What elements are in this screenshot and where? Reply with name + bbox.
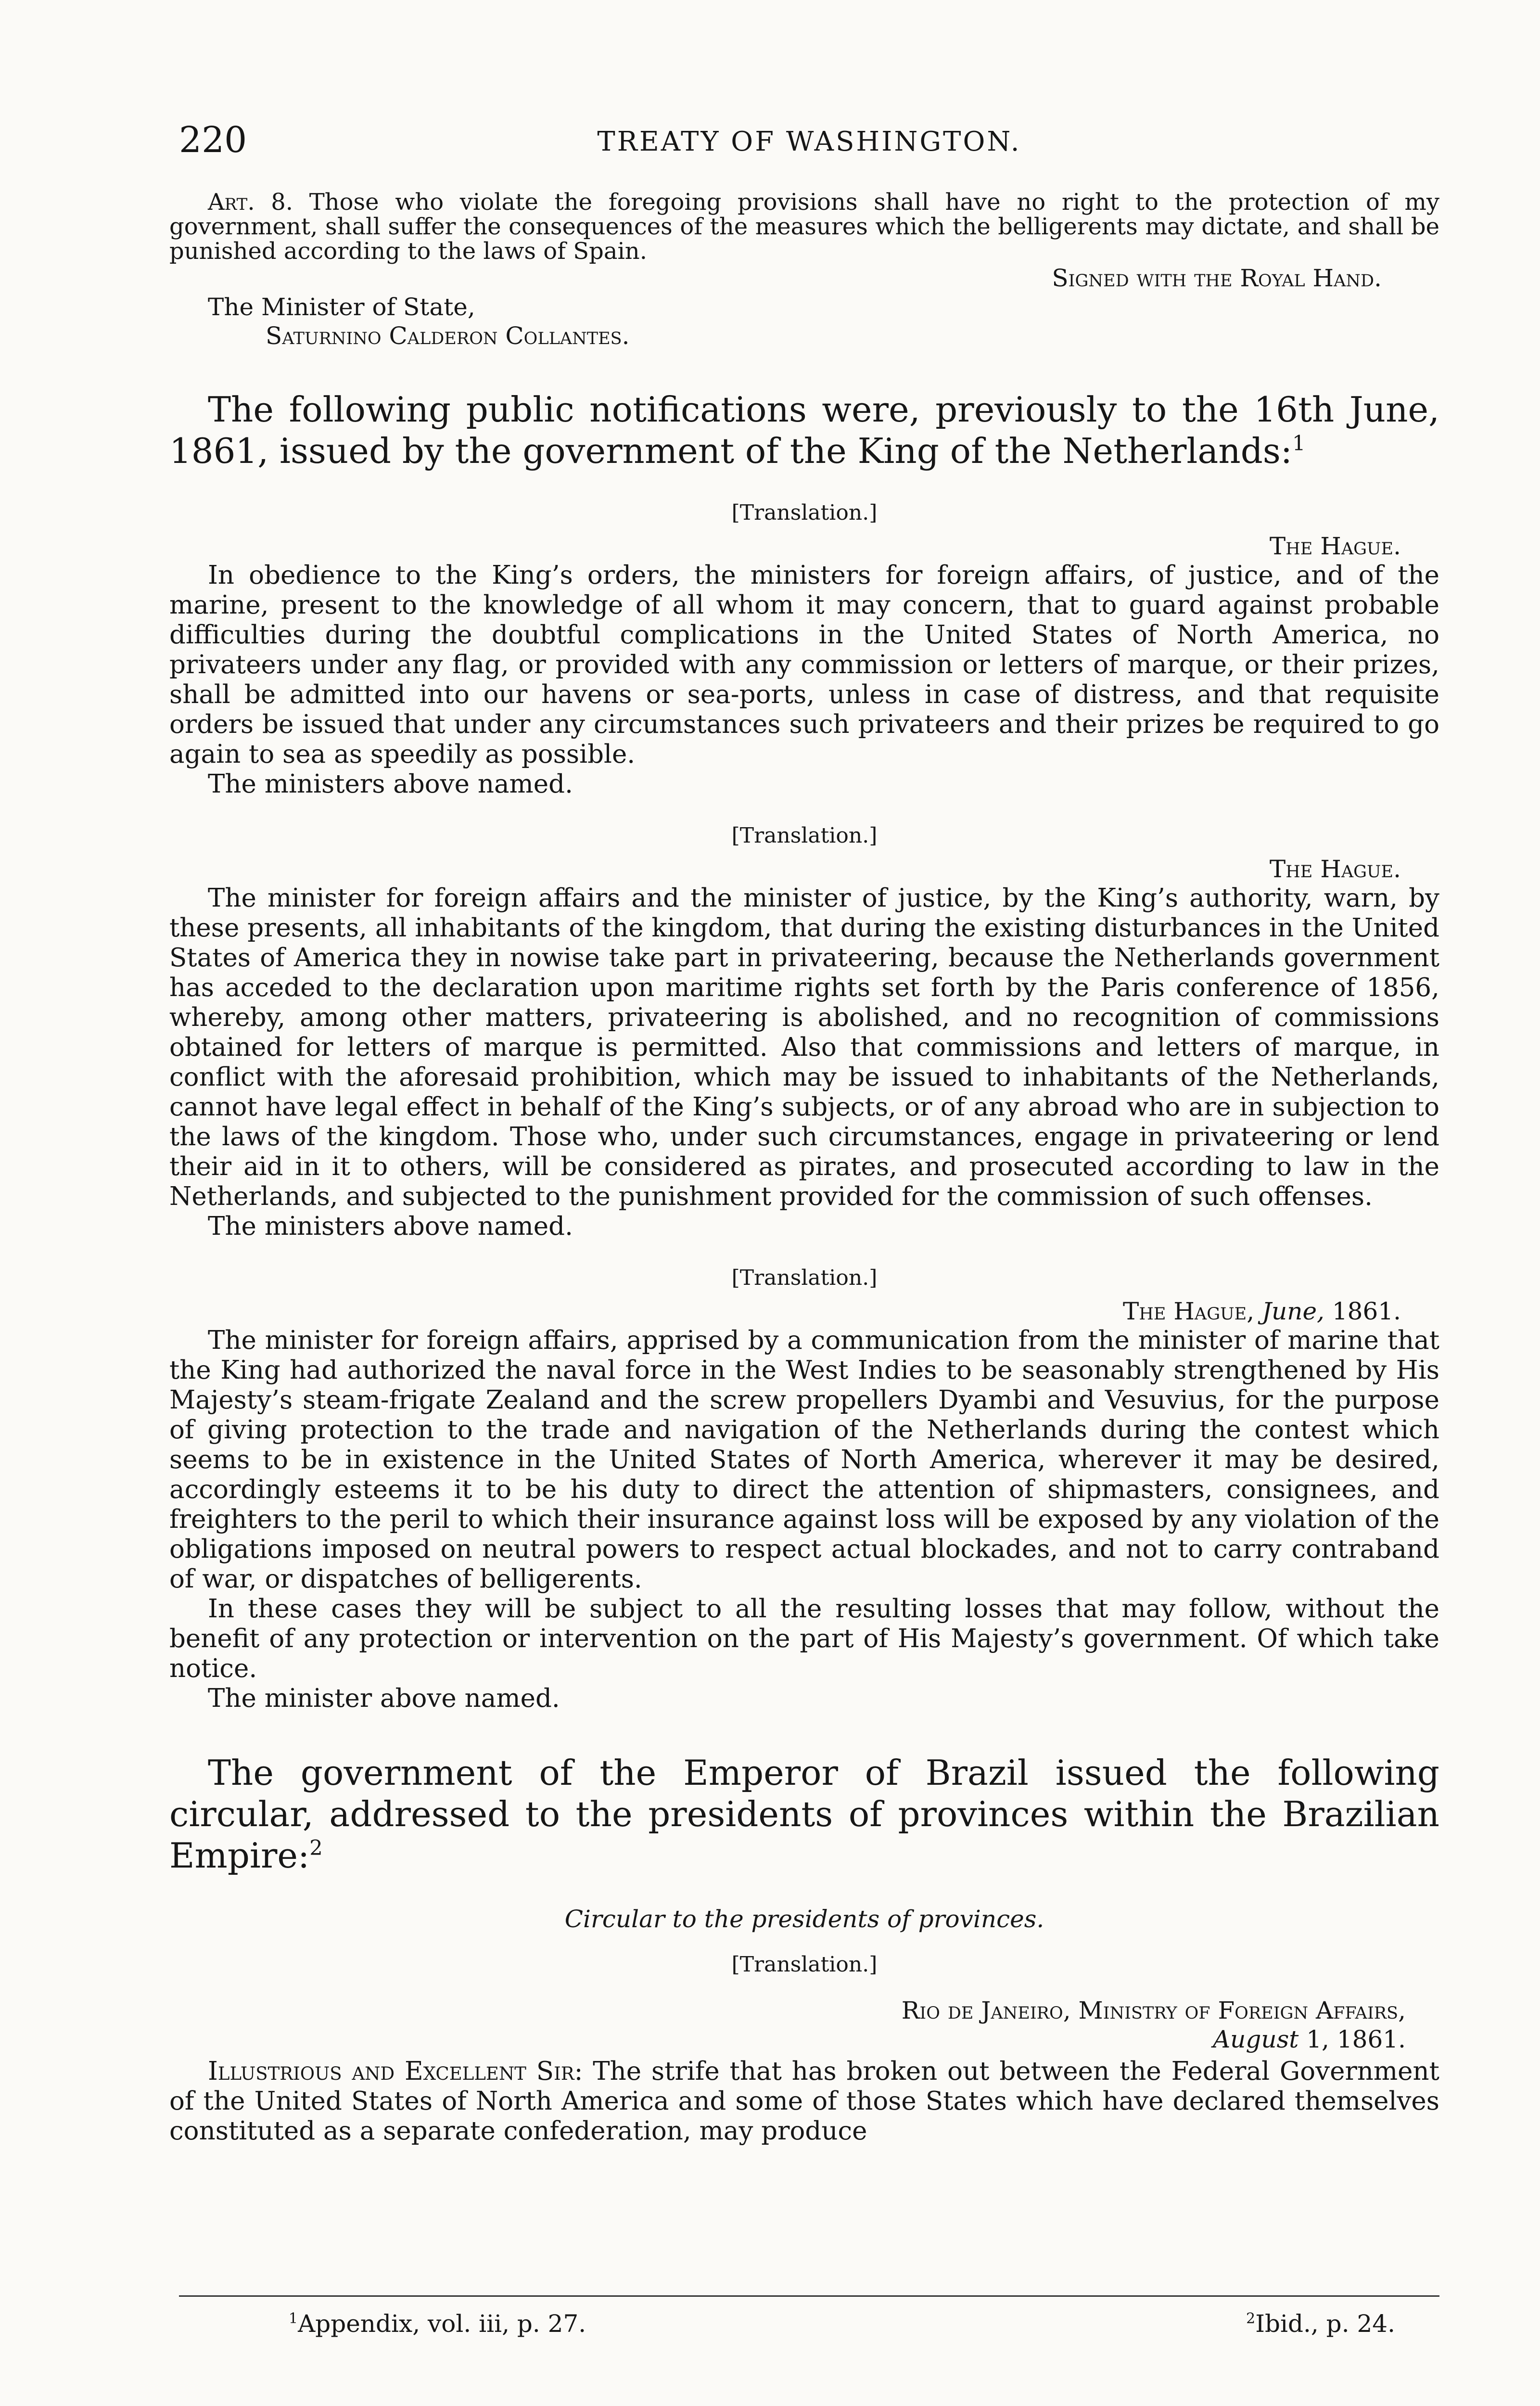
footnote-ref-1: 1 (1292, 432, 1306, 456)
netherlands-intro-text: The following public notifications were, previously to the 16th June, 1861, issued by the government of the King of the Netherlands: (169, 389, 1439, 471)
brazil-intro-text: The government of the Emperor of Brazil issued the following circular, addressed to the presidents of provinces within the Brazilian Empire: (169, 1753, 1439, 1876)
brazil-intro (169, 1752, 1439, 1876)
circular-text (169, 2057, 1439, 2146)
notice-2-sign: The ministers above named. (208, 1212, 573, 1241)
footnotes (289, 2310, 1395, 2343)
translation-note: [Translation.] (731, 500, 878, 525)
date-year: 1861. (1332, 1297, 1401, 1325)
place-heading: The Hague. (1269, 855, 1401, 883)
notice-2-text: The minister for foreign affairs and the minister of justice, by the King’s authority, warn, by these presents, all inhabitants of the kingdom, that during the existing disturbances in the United States of America they in nowise take part in privateering, because the Netherlands government has acceded to the declaration upon maritime rights set forth by the Paris conference of 1856, whereby, among other matters, privateering is abolished, and no recognition of commissions obtained for letters of marque is permitted. Also that commissions and letters of marque, in conflict with the aforesaid prohibition, which may be issued to inhabitants of the Netherlands, cannot have legal effect in behalf of the King’s subjects, or of any abroad who are in subjection to the laws of the kingdom. Those who, under such circumstances, engage in privateering or lend their aid in it to others, will be considered as pirates, and prosecuted according to law in the Netherlands, and subjected to the punishment provided for the commission of such offenses. (169, 883, 1439, 1211)
translation-note: [Translation.] (731, 823, 878, 848)
art8-text: Those who violate the foregoing provisions shall have no right to the protection of my government, shall suffer the consequences of the measures which the belligerents may dictate, and shall be punished according to the laws of Spain. (169, 189, 1440, 265)
notice-3-sign: The minister above named. (208, 1684, 560, 1713)
royal-signature: Signed with the Royal Hand. (1052, 264, 1382, 292)
notice-3-text: The minister for foreign affairs, apprised by a communication from the minister of marine that the King had authorized the naval force in the West Indies to be seasonably strengthened by His Majesty’s steam-frigate Zealand and the screw propellers Dyambi and Vesuvius, for the purpose of giving protection to the trade and navigation of the Netherlands during the contest which seems to be in existence in the United States of North America, wherever it may be desired, accordingly esteems it to be his duty to direct the attention of shipmasters, consignees, and freighters to the peril to which their insurance against loss will be exposed by any violation of the obligations imposed on neutral powers to respect actual blockades, and not to carry contraband of war, or dispatches of belligerents. (169, 1326, 1439, 1594)
circular-body: The strife that has broken out between the Federal Government of the United States of North America and some of those States which have declared themselves constituted as a separate confederation, may produce (169, 2057, 1439, 2146)
article-label: Art. 8. (208, 189, 293, 216)
date-month: June, (1262, 1297, 1324, 1325)
notice-1-text: In obedience to the King’s orders, the ministers for foreign affairs, of justice, and of the marine, present to the knowledge of all whom it may concern, that to guard against probable difficulties during the doubtful complications in the United States of North America, no privateers under any flag, or provided with any commission or letters of marque, or their prizes, shall be admitted into our havens or sea-ports, unless in case of distress, and that requisite orders be issued that under any circumstances such privateers and their prizes be required to go again to sea as speedily as possible. (169, 561, 1439, 769)
running-title: TREATY OF WASHINGTON. (597, 126, 1021, 157)
body-text (169, 190, 1439, 2146)
footnote-2-text: Ibid., p. 24. (1255, 2310, 1395, 2338)
notice-1-sign: The ministers above named. (208, 769, 573, 799)
footnote-1 (289, 2310, 586, 2338)
footnote-divider (179, 2295, 1439, 2297)
place-heading: The Hague. (1269, 532, 1401, 560)
salutation: Illustrious and Excellent Sir: (208, 2057, 583, 2086)
page-header (179, 119, 1439, 161)
translation-note: [Translation.] (731, 1952, 878, 1977)
translation-note: [Translation.] (731, 1266, 878, 1290)
circular-date-rest: 1, 1861. (1306, 2025, 1406, 2053)
minister-line: The Minister of State, (208, 293, 475, 321)
place-date-heading (169, 1297, 1439, 1326)
circular-date-month: August (1213, 2025, 1299, 2053)
place-name: The Hague, (1123, 1297, 1255, 1325)
page-number: 220 (179, 119, 247, 161)
footnote-ref-2: 2 (309, 1836, 323, 1861)
minister-name: Saturnino Calderon Collantes. (266, 322, 630, 350)
footnote-1-text: Appendix, vol. iii, p. 27. (298, 2310, 586, 2338)
circular-title: Circular to the presidents of provinces. (564, 1905, 1044, 1933)
footnote-2 (1246, 2310, 1395, 2338)
art8-paragraph (169, 190, 1439, 264)
footnote-2-mark: 2 (1246, 2310, 1256, 2327)
circular-place: Rio de Janeiro, Ministry of Foreign Affairs, (901, 1996, 1406, 2024)
notice-3-text-continued: In these cases they will be subject to all the resulting losses that may follow, without the benefit of any protection or intervention on the part of His Majesty’s government. Of which take notice. (169, 1594, 1439, 1683)
circular-date (169, 2025, 1439, 2054)
netherlands-intro (169, 389, 1439, 472)
footnote-1-mark: 1 (289, 2310, 298, 2327)
